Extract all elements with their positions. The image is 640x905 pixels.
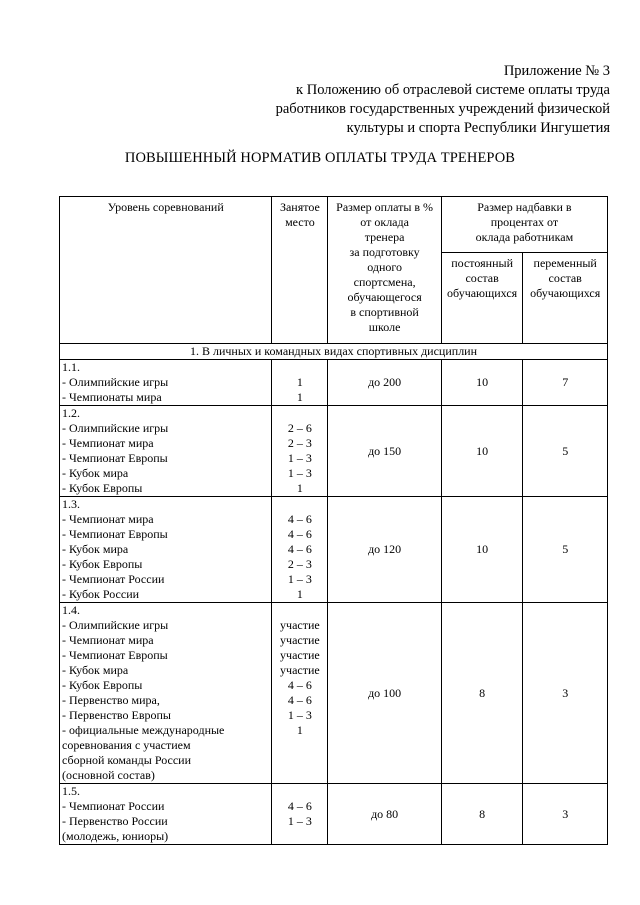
- pay-cell: до 200: [328, 360, 441, 406]
- variable-cell: 5: [523, 406, 608, 497]
- table-row: [60, 784, 608, 845]
- header-bonus: Размер надбавки в процентах от оклада работникам: [441, 197, 607, 253]
- variable-cell: 7: [523, 360, 608, 406]
- header-line: к Положению об отраслевой системе оплаты труда: [296, 82, 610, 98]
- level-cell: 1.2. - Олимпийские игры - Чемпионат мира - Чемпионат Европы - Кубок мира - Кубок Европы: [60, 406, 272, 497]
- variable-cell: 3: [523, 784, 608, 845]
- header-level: Уровень соревнований: [60, 197, 272, 344]
- place-cell: 4 – 6 4 – 6 4 – 6 2 – 3 1 – 3 1: [272, 497, 328, 603]
- appendix-header: [276, 62, 610, 138]
- header-line: Приложение № 3: [503, 63, 610, 79]
- level-cell: 1.1. - Олимпийские игры - Чемпионаты мира: [60, 360, 272, 406]
- permanent-cell: 8: [441, 784, 523, 845]
- header-pay: Размер оплаты в % от оклада тренера за подготовку одного спортсмена, обучающегося в спортивной школе: [328, 197, 441, 344]
- section-title: 1. В личных и командных видах спортивных дисциплин: [60, 344, 608, 360]
- permanent-cell: 10: [441, 497, 523, 603]
- level-cell: 1.3. - Чемпионат мира - Чемпионат Европы - Кубок мира - Кубок Европы - Чемпионат России - Кубок России: [60, 497, 272, 603]
- permanent-cell: 10: [441, 360, 523, 406]
- header-variable: переменный состав обучающихся: [523, 253, 608, 344]
- header-permanent: постоянный состав обучающихся: [441, 253, 523, 344]
- pay-cell: до 80: [328, 784, 441, 845]
- place-cell: участие участие участие участие 4 – 6 4 – 6 1 – 3 1: [272, 603, 328, 784]
- header-line: культуры и спорта Республики Ингушетия: [346, 120, 610, 136]
- variable-cell: 3: [523, 603, 608, 784]
- permanent-cell: 10: [441, 406, 523, 497]
- table-header-row: [60, 197, 608, 253]
- section-row: [60, 344, 608, 360]
- pay-cell: до 100: [328, 603, 441, 784]
- permanent-cell: 8: [441, 603, 523, 784]
- table-row: [60, 360, 608, 406]
- document-title: ПОВЫШЕННЫЙ НОРМАТИВ ОПЛАТЫ ТРУДА ТРЕНЕРОВ: [124, 150, 516, 166]
- table-row: [60, 406, 608, 497]
- pay-cell: до 150: [328, 406, 441, 497]
- place-cell: 2 – 6 2 – 3 1 – 3 1 – 3 1: [272, 406, 328, 497]
- level-cell: 1.4. - Олимпийские игры - Чемпионат мира - Чемпионат Европы - Кубок мира - Кубок Европы - Первенство мира, - Первенство Европы - официальные международные соревнования с участием сборной команды России (основной состав): [60, 603, 272, 784]
- header-line: работников государственных учреждений физической: [275, 101, 610, 117]
- level-cell: 1.5. - Чемпионат России - Первенство России (молодежь, юниоры): [60, 784, 272, 845]
- place-cell: 4 – 6 1 – 3: [272, 784, 328, 845]
- pay-cell: до 120: [328, 497, 441, 603]
- table-row: [60, 497, 608, 603]
- norms-table: [59, 196, 608, 845]
- variable-cell: 5: [523, 497, 608, 603]
- place-cell: 1 1: [272, 360, 328, 406]
- header-place: Занятое место: [272, 197, 328, 344]
- table-row: [60, 603, 608, 784]
